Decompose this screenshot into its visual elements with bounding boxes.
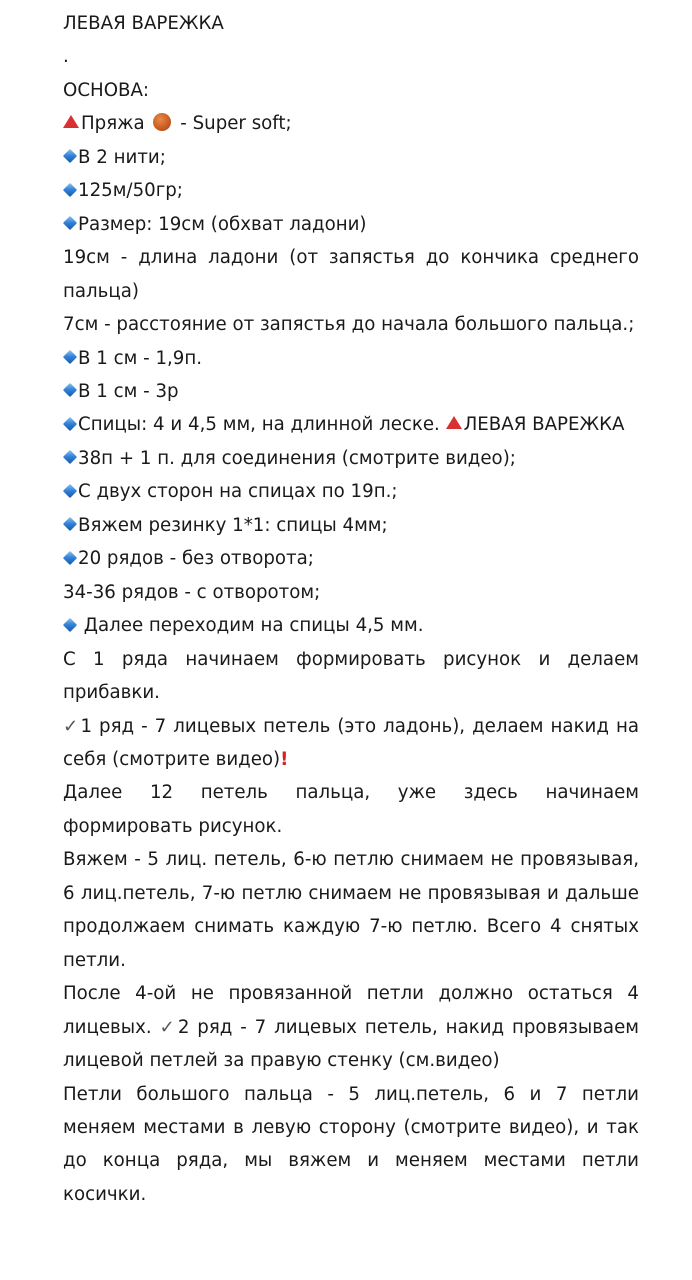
size-line (63, 208, 639, 241)
blue-diamond-icon (63, 618, 77, 632)
blue-diamond-icon (63, 149, 77, 163)
size-text: Размер: 19см (обхват ладони) (78, 213, 367, 235)
left-mitten-title: ЛЕВАЯ ВАРЕЖКА (463, 414, 625, 436)
row2-text: 2 ряд - 7 лицевых петель, накид провязываем лицевой петлей за правую стенку (см.видео) (63, 1016, 639, 1072)
sides-line (63, 475, 639, 508)
row1-text: 1 ряд - 7 лицевых петель (это ладонь), делаем накид на себя (смотрите видео) (63, 715, 639, 770)
blue-diamond-icon (63, 350, 77, 364)
blue-diamond-icon (63, 450, 77, 464)
after4-line (63, 977, 639, 1077)
meterage-line (63, 174, 639, 207)
threads-line (63, 141, 639, 174)
rows-no-cuff-text: 20 рядов - без отворота; (78, 548, 314, 570)
rows-no-cuff-line (63, 542, 639, 575)
yarn-label: Пряжа (81, 113, 145, 135)
cast-on-line (63, 442, 639, 475)
gauge-stitches-text: В 1 см - 1,9п. (78, 347, 203, 369)
yarn-line (63, 107, 639, 140)
thumb-loops-line: Петли большого пальца - 5 лиц.петель, 6 и 7 петли меняем местами в левую сторону (смотрите видео), и так до конца ряда, мы вяжем и меняем местами петли косички. (63, 1083, 639, 1205)
threads-text: В 2 нити; (78, 146, 166, 168)
gauge-stitches-line (63, 342, 639, 375)
red-triangle-icon (446, 416, 462, 429)
palm-length-line: 19см - длина ладони (от запястья до кончика среднего пальца) (63, 247, 639, 302)
sides-text: С двух сторон на спицах по 19п.; (78, 481, 398, 503)
separator-dot: . (63, 46, 69, 68)
blue-diamond-icon (63, 484, 77, 498)
needles-text: Спицы: 4 и 4,5 мм, на длинной леске. (78, 414, 446, 436)
document-title: ЛЕВАЯ ВАРЕЖКА (63, 13, 224, 34)
blue-diamond-icon (63, 417, 77, 431)
check-mark-icon: ✓ (63, 715, 80, 737)
yarn-name: - Super soft; (174, 113, 292, 135)
thumb-distance-line: 7см - расстояние от запястья до начала большого пальца.; (63, 314, 635, 336)
row1-line (63, 710, 639, 777)
rib-text: Вяжем резинку 1*1: спицы 4мм; (78, 514, 388, 536)
exclamation-icon: ! (280, 748, 289, 770)
pattern-start-line: С 1 ряда начинаем формировать рисунок и делаем прибавки. (63, 648, 639, 704)
meterage-text: 125м/50гр; (78, 180, 183, 202)
after4-text: После 4-ой не провязанной петли должно остаться 4 лицевых. (63, 983, 639, 1038)
blue-diamond-icon (63, 383, 77, 397)
needles-line (63, 408, 639, 441)
finger-line: Далее 12 петель пальца, уже здесь начинаем формировать рисунок. (63, 782, 639, 837)
rows-cuff-line: 34-36 рядов - с отворотом; (63, 581, 321, 603)
gauge-rows-text: В 1 см - 3р (78, 380, 179, 402)
check-mark-icon: ✓ (159, 1016, 177, 1038)
red-triangle-icon (63, 115, 79, 128)
blue-diamond-icon (63, 551, 77, 565)
pattern-document (63, 7, 639, 1211)
blue-diamond-icon (63, 216, 77, 230)
blue-diamond-icon (63, 517, 77, 531)
switch-needles-line (63, 609, 639, 642)
yarn-ball-icon (153, 113, 171, 131)
cast-on-text: 38п + 1 п. для соединения (смотрите видео); (78, 447, 516, 469)
switch-needles-text: Далее переходим на спицы 4,5 мм. (78, 615, 424, 637)
rib-line (63, 509, 639, 542)
gauge-rows-line (63, 375, 639, 408)
base-heading: ОСНОВА: (63, 79, 150, 101)
knit-line: Вяжем - 5 лиц. петель, 6-ю петлю снимаем не провязывая, 6 лиц.петель, 7-ю петлю снимаем не провязывая и дальше продолжаем снимать каждую 7-ю петлю. Всего 4 снятых петли. (63, 849, 639, 971)
blue-diamond-icon (63, 183, 77, 197)
